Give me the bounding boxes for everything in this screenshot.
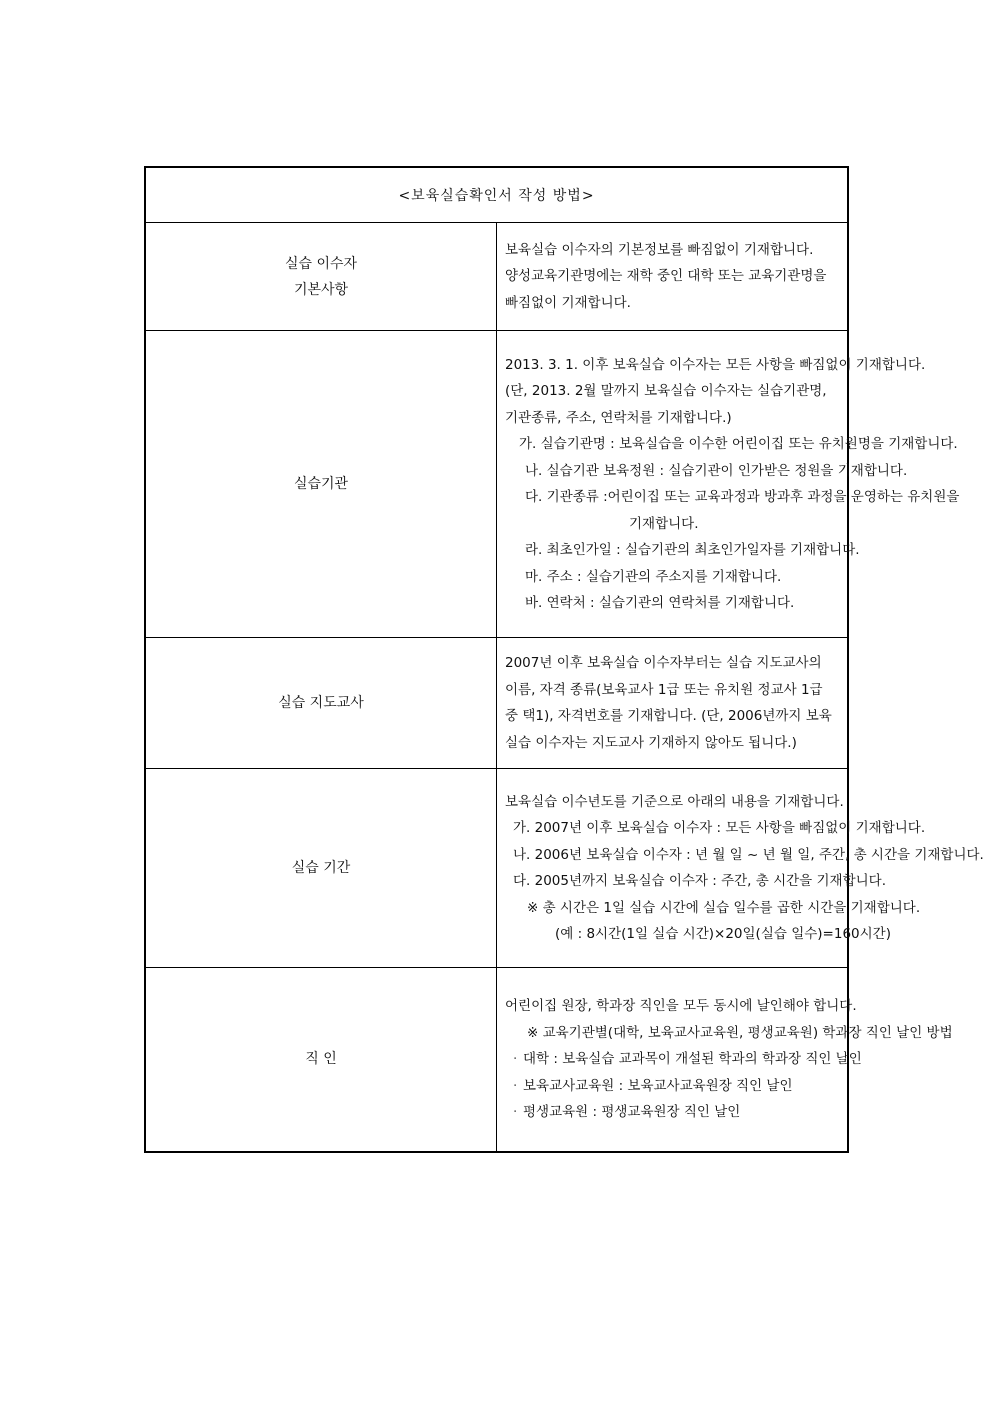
content-practice-supervisor <box>497 638 849 769</box>
bullet-item <box>505 1099 837 1126</box>
label-practice-institution <box>145 331 497 638</box>
content-line: 가. 2007년 이후 보육실습 이수자 : 모든 사항을 빠짐없이 기재합니다. <box>513 820 926 836</box>
bullet-dot-icon: · <box>513 1104 518 1120</box>
label-line: 실습 지도교사 <box>278 695 364 711</box>
content-line: ※ 교육기관별(대학, 보육교사교육원, 평생교육원) 학과장 직인 날인 방법 <box>527 1024 953 1041</box>
content-line: 보육실습 이수자의 기본정보를 빠짐없이 기재합니다. <box>505 241 814 258</box>
content-line: 어린이집 원장, 학과장 직인을 모두 동시에 날인해야 합니다. <box>505 998 857 1014</box>
document-title: <보육실습확인서 작성 방법> <box>145 167 848 223</box>
label-practice-period <box>145 769 497 968</box>
content-line: (단, 2013. 2월 말까지 보육실습 이수자는 실습기관명, 기관종류, 주소, 연락처를 기재합니다.) <box>505 383 827 426</box>
content-line: (예 : 8시간(1일 실습 시간)×20일(실습 일수)=160시간) <box>555 926 891 942</box>
bullet-item <box>505 1073 837 1100</box>
bullet-dot-icon: · <box>513 1051 518 1067</box>
content-line: ※ 총 시간은 1일 실습 시간에 실습 일수를 곱한 시간을 기재합니다. <box>527 899 921 916</box>
content-line: 보육실습 이수년도를 기준으로 아래의 내용을 기재합니다. <box>505 793 844 810</box>
label-line: 실습 이수자 <box>284 255 358 272</box>
bullet-dot-icon: · <box>513 1077 518 1094</box>
content-line: 나. 2006년 보육실습 이수자 : 년 월 일 ~ 년 월 일, 주간, 총 시간을 기재합니다. <box>513 846 984 863</box>
content-line: 다. 2005년까지 보육실습 이수자 : 주간, 총 시간을 기재합니다. <box>513 873 887 889</box>
content-line: 양성교육기관명에는 재학 중인 대학 또는 교육기관명을 빠짐없이 기재합니다. <box>505 268 827 311</box>
content-line: 다. 기관종류 :어린이집 또는 교육과정과 방과후 과정을 운영하는 유치원을 <box>525 489 960 505</box>
content-line: 나. 실습기관 보육정원 : 실습기관이 인가받은 정원을 기재합니다. <box>525 462 908 479</box>
content-practice-institution <box>497 331 960 638</box>
label-line: 실습기관 <box>293 476 349 492</box>
content-line: 2013. 3. 1. 이후 보육실습 이수자는 모든 사항을 빠짐없이 기재합니다. <box>505 356 926 373</box>
content-line: 2007년 이후 보육실습 이수자부터는 실습 지도교사의 이름, 자격 종류(보육교사 1급 또는 유치원 정교사 1급 중 택1), 자격번호를 기재합니다. (단, 2006년까지 보육실습 이수자는 지도교사 기재하지 않아도 됩니다.) <box>505 655 832 751</box>
content-line: 바. 연락처 : 실습기관의 연락처를 기재합니다. <box>525 595 795 611</box>
content-line: 기재합니다. <box>629 515 699 532</box>
label-line: 직 인 <box>305 1051 337 1068</box>
bullet-text: 평생교육원 : 평생교육원장 직인 날인 <box>523 1104 741 1120</box>
bullet-text: 대학 : 보육실습 교과목이 개설된 학과의 학과장 직인 날인 <box>523 1051 862 1067</box>
label-line: 실습 기간 <box>291 860 351 876</box>
instruction-table <box>144 166 984 1153</box>
label-line: 기본사항 <box>293 281 349 298</box>
content-line: 마. 주소 : 실습기관의 주소지를 기재합니다. <box>525 568 782 585</box>
bullet-text: 보육교사교육원 : 보육교사교육원장 직인 날인 <box>523 1077 793 1094</box>
content-line: 가. 실습기관명 : 보육실습을 이수한 어린이집 또는 유치원명을 기재합니다. <box>519 436 958 452</box>
label-practice-supervisor <box>145 638 497 769</box>
content-practice-period <box>497 769 984 968</box>
content-trainee-basic-info <box>497 223 849 331</box>
content-line: 라. 최초인가일 : 실습기관의 최초인가일자를 기재합니다. <box>525 542 860 558</box>
content-official-seal <box>497 968 953 1152</box>
label-official-seal <box>145 968 497 1152</box>
bullet-item <box>505 1046 862 1073</box>
label-trainee-basic-info <box>145 223 497 331</box>
